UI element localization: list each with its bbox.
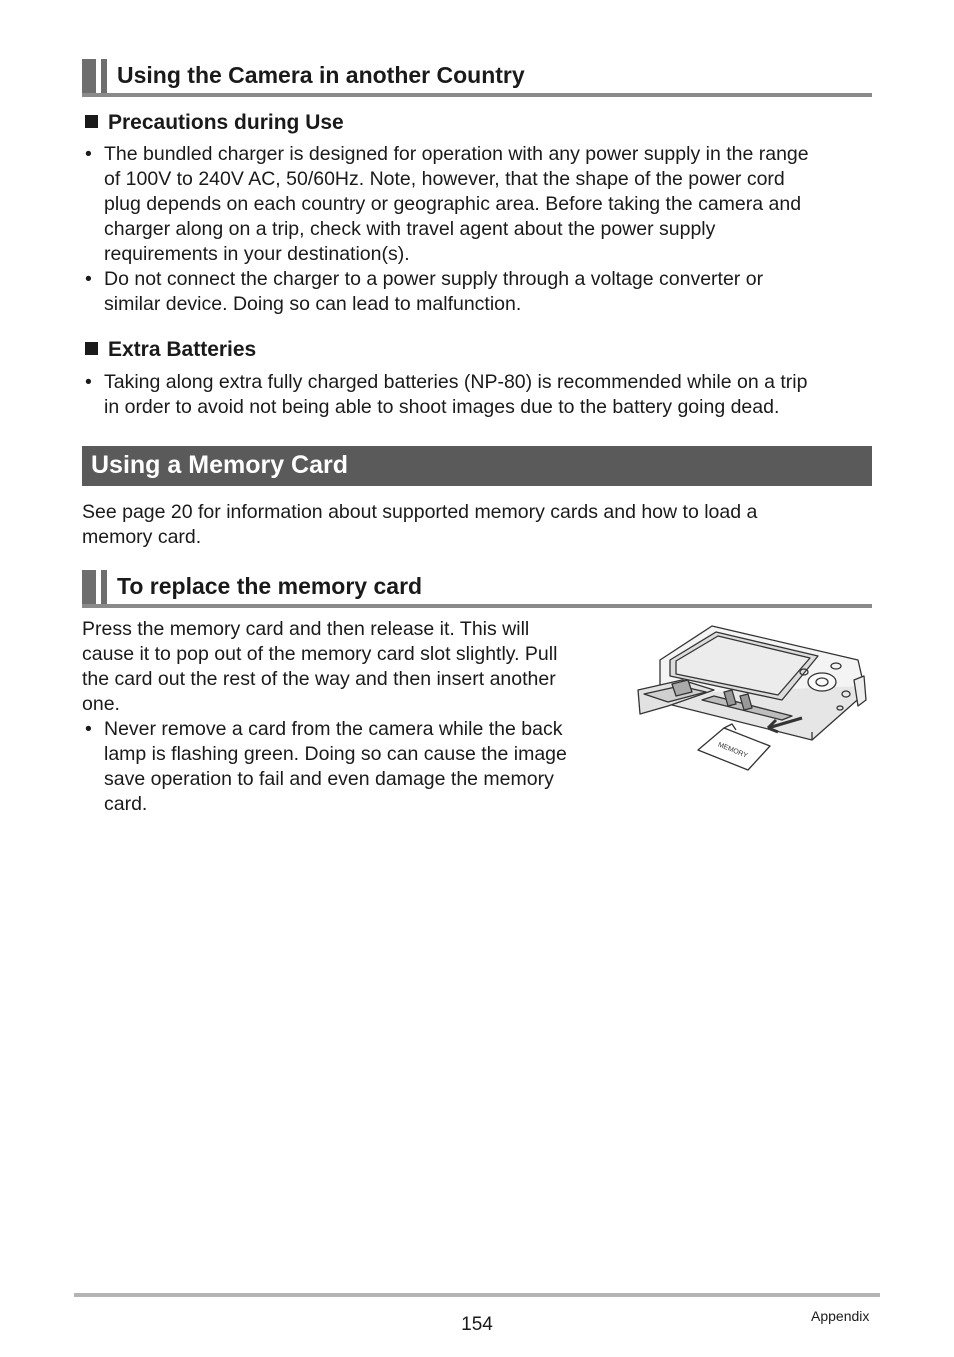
footer-section-label: Appendix bbox=[811, 1308, 870, 1324]
bullet-icon: • bbox=[85, 371, 92, 393]
text-line: lamp is flashing green. Doing so can cause the image bbox=[104, 743, 567, 765]
subheading-extra-batteries bbox=[85, 338, 256, 362]
text-line: save operation to fail and even damage the memory bbox=[104, 768, 554, 790]
replace-paragraph bbox=[82, 617, 622, 717]
banner-title: Using a Memory Card bbox=[91, 451, 349, 479]
section-title: Using the Camera in another Country bbox=[117, 62, 525, 88]
list-item bbox=[85, 370, 875, 420]
text-line: card. bbox=[104, 793, 148, 815]
text-line: memory card. bbox=[82, 526, 202, 548]
section-heading-replace-card bbox=[82, 570, 872, 608]
subheading-precautions bbox=[85, 111, 344, 135]
text-line: in order to avoid not being able to shoot images due to the battery going dead. bbox=[104, 396, 780, 418]
intro-paragraph bbox=[82, 500, 872, 550]
text-line: Press the memory card and then release it. This will bbox=[82, 618, 530, 640]
text-line: Never remove a card from the camera while the back bbox=[104, 718, 563, 740]
bullet-icon: • bbox=[85, 718, 92, 740]
subheading-text: Extra Batteries bbox=[108, 338, 257, 361]
list-item bbox=[85, 267, 875, 317]
bullet-icon: • bbox=[85, 143, 92, 165]
section-banner-memory-card bbox=[82, 446, 872, 486]
list-item bbox=[85, 142, 875, 267]
text-line: Do not connect the charger to a power supply through a voltage converter or bbox=[104, 268, 764, 290]
card-label: MEMORY bbox=[716, 741, 749, 760]
text-line: See page 20 for information about supported memory cards and how to load a bbox=[82, 501, 758, 523]
text-line: cause it to pop out of the memory card slot slightly. Pull bbox=[82, 643, 558, 665]
text-line: one. bbox=[82, 693, 120, 715]
list-item bbox=[85, 717, 625, 817]
text-line: Taking along extra fully charged batteries (NP-80) is recommended while on a trip bbox=[104, 371, 808, 393]
section-heading-country bbox=[82, 59, 872, 97]
square-bullet-icon bbox=[85, 115, 98, 128]
text-line: similar device. Doing so can lead to malfunction. bbox=[104, 293, 522, 315]
subheading-text: Precautions during Use bbox=[108, 111, 344, 134]
heading-bar-decoration bbox=[82, 570, 96, 608]
text-line: of 100V to 240V AC, 50/60Hz. Note, however, that the shape of the power cord bbox=[104, 168, 785, 190]
text-line: the card out the rest of the way and then insert another bbox=[82, 668, 556, 690]
section-title: To replace the memory card bbox=[117, 573, 423, 599]
heading-underline bbox=[82, 93, 872, 97]
heading-bar-decoration bbox=[101, 59, 107, 97]
text-line: charger along on a trip, check with travel agent about the power supply bbox=[104, 218, 716, 240]
text-line: The bundled charger is designed for operation with any power supply in the range bbox=[104, 143, 809, 165]
square-bullet-icon bbox=[85, 342, 98, 355]
heading-bar-decoration bbox=[82, 59, 96, 97]
text-line: requirements in your destination(s). bbox=[104, 243, 410, 265]
camera-memory-card-illustration bbox=[632, 620, 872, 780]
heading-underline bbox=[82, 604, 872, 608]
bullet-icon: • bbox=[85, 268, 92, 290]
heading-bar-decoration bbox=[101, 570, 107, 608]
page-number: 154 bbox=[461, 1314, 493, 1335]
footer-divider bbox=[74, 1293, 880, 1297]
text-line: plug depends on each country or geographic area. Before taking the camera and bbox=[104, 193, 802, 215]
